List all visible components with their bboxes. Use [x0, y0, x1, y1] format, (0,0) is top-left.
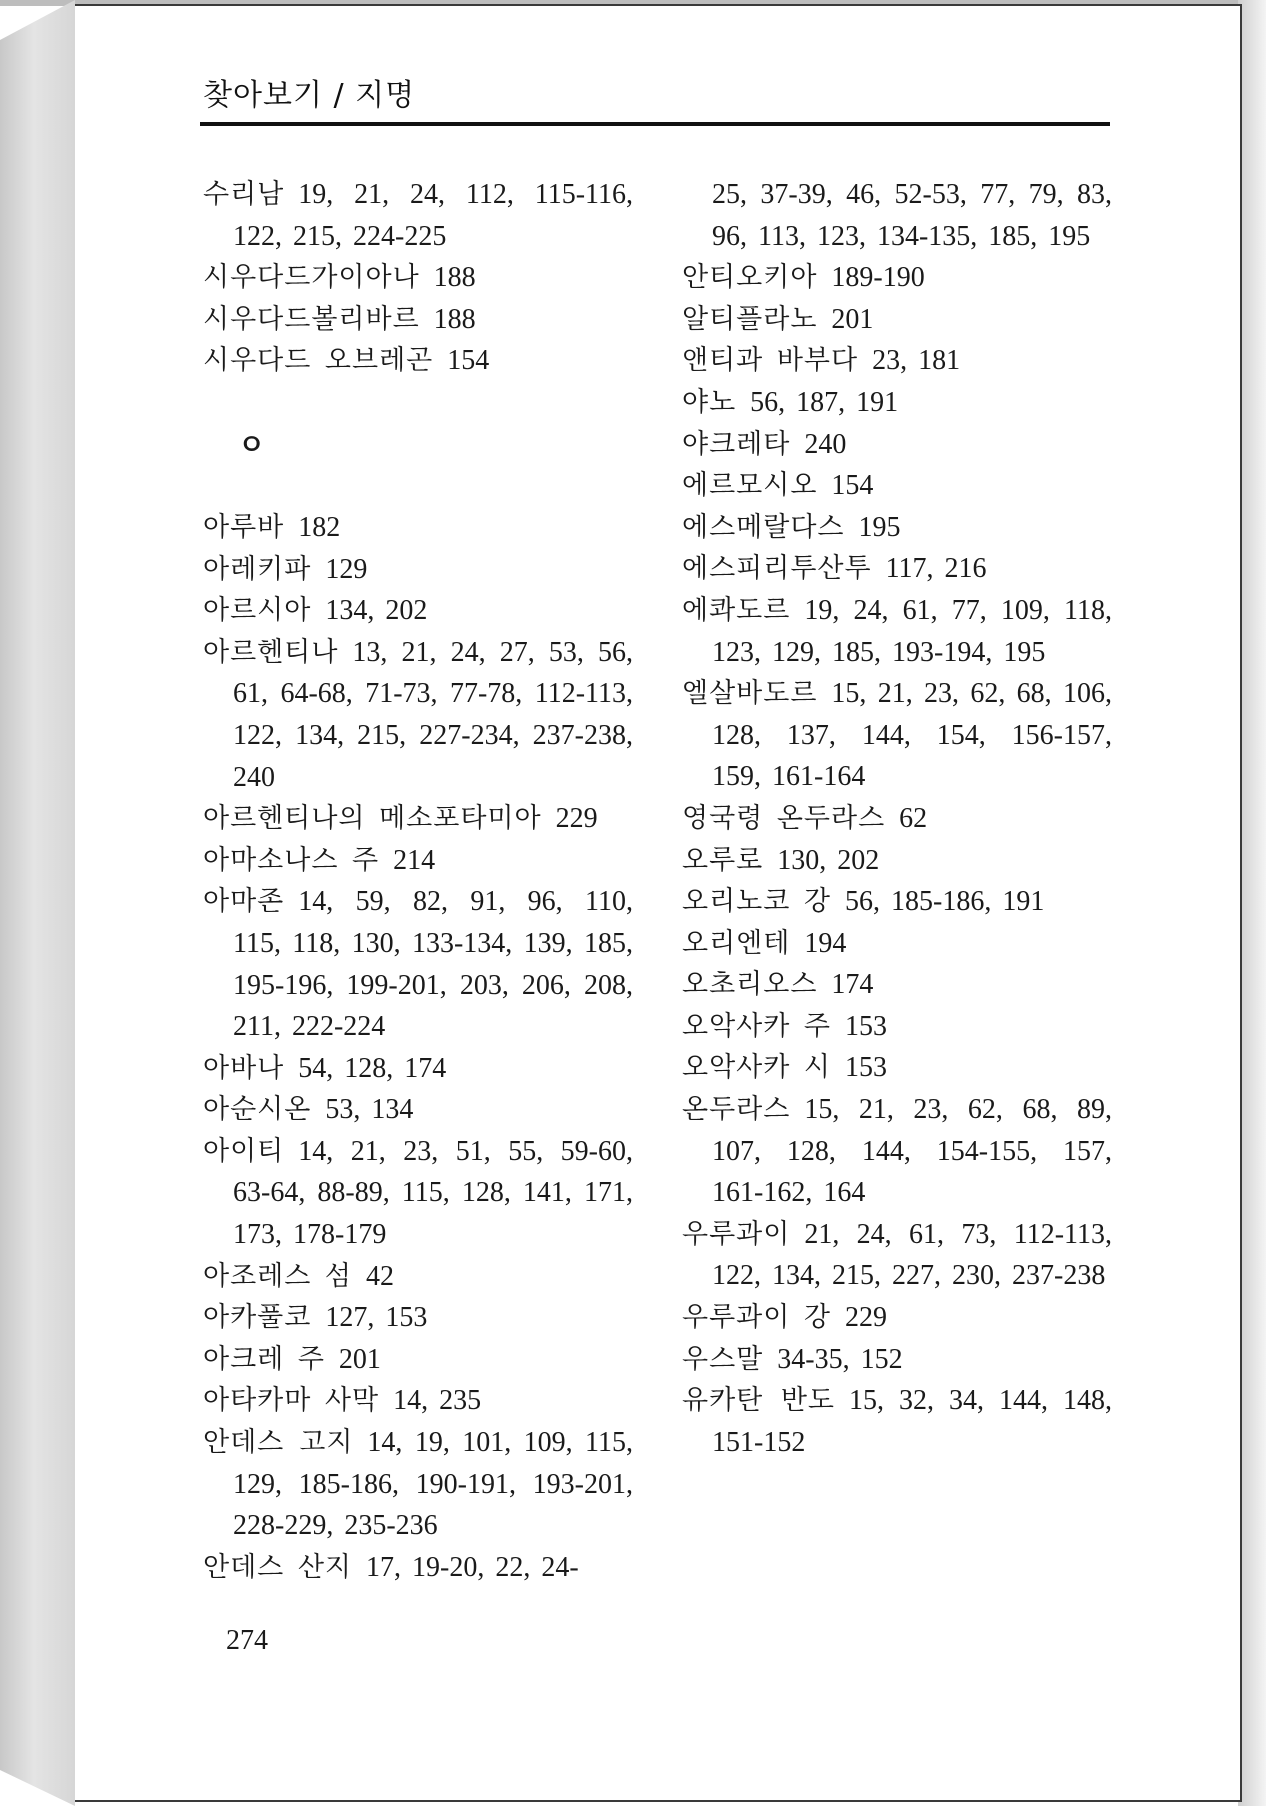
index-entry	[682, 590, 1112, 673]
index-entry	[682, 1214, 1112, 1297]
index-entry-pages: 130, 202	[777, 844, 880, 876]
index-entry-term: 아마존	[203, 886, 285, 918]
index-entry	[682, 299, 1112, 341]
index-entry-term: 오루로	[682, 844, 764, 876]
index-entry-term: 아이티	[203, 1135, 285, 1167]
index-entry	[682, 548, 1112, 590]
index-entry	[203, 1048, 633, 1090]
index-entry	[203, 340, 633, 382]
index-entry	[203, 257, 633, 299]
index-entry-term: 온두라스	[682, 1094, 791, 1126]
page-right-shadow	[1238, 0, 1266, 1806]
index-entry	[682, 1380, 1112, 1463]
index-entry	[203, 174, 633, 257]
index-entry-term: 오악사카 시	[682, 1052, 831, 1084]
index-entry-term: 엘살바도르	[682, 678, 818, 710]
index-entry-pages: 127, 153	[325, 1302, 428, 1334]
index-column-left	[203, 174, 633, 1588]
index-entry-term: 에스메랄다스	[682, 511, 845, 543]
running-header: 찾아보기 / 지명	[203, 78, 416, 113]
index-entry-pages: 214	[393, 844, 436, 876]
index-entry	[682, 673, 1112, 798]
index-entry-pages: 201	[338, 1343, 381, 1375]
index-entry-term: 에르모시오	[682, 470, 818, 502]
index-entry-term: 우스말	[682, 1343, 764, 1375]
index-entry-term: 우루과이 강	[682, 1302, 831, 1334]
index-entry-pages: 229	[845, 1302, 887, 1334]
index-entry-term: 에콰도르	[682, 594, 791, 626]
index-entry-pages: 188	[433, 262, 476, 294]
index-entry-pages: 21, 24, 61, 73, 112-113, 122, 134, 215, 227, 230, 237-238	[712, 1218, 1112, 1292]
index-entry	[682, 507, 1112, 549]
index-entry-term: 아크레 주	[203, 1343, 325, 1375]
index-entry	[682, 923, 1112, 965]
index-entry	[203, 1380, 633, 1422]
index-entry-term: 오리노코 강	[682, 886, 831, 918]
index-entry-pages: 174	[831, 969, 874, 1001]
index-entry-term: 안티오키아	[682, 262, 818, 294]
index-entry-pages: 14, 21, 23, 51, 55, 59-60, 63-64, 88-89, 115, 128, 141, 171, 173, 178-179	[233, 1135, 633, 1251]
index-entry	[682, 1006, 1112, 1048]
index-entry-pages: 53, 134	[325, 1094, 414, 1126]
index-entry-term: 오리엔테	[682, 927, 791, 959]
index-entry-pages: 229	[555, 803, 598, 835]
index-entry-pages: 188	[433, 303, 476, 335]
index-entry-pages: 34-35, 152	[777, 1343, 903, 1375]
index-entry-term: 아카풀코	[203, 1302, 312, 1334]
index-entry-term: 아마소나스 주	[203, 844, 380, 876]
index-entry-term: 아바나	[203, 1052, 285, 1084]
index-entry-term: 유카탄 반도	[682, 1385, 835, 1417]
index-entry-term: 에스피리투산투	[682, 553, 872, 585]
index-entry	[203, 798, 633, 840]
index-entry	[682, 465, 1112, 507]
index-entry-term: 아루바	[203, 511, 285, 543]
index-entry-pages: 240	[804, 428, 847, 460]
index-entry	[682, 257, 1112, 299]
header-rule	[200, 122, 1110, 126]
index-entry-term: 안데스 산지	[203, 1551, 352, 1583]
index-entry-term: 아르시아	[203, 595, 312, 627]
index-entry	[203, 1422, 633, 1547]
index-entry	[203, 1131, 633, 1256]
index-entry-pages: 23, 181	[872, 345, 961, 377]
index-entry-term: 아조레스 섬	[203, 1260, 352, 1292]
index-entry	[203, 507, 633, 549]
index-entry-term: 시우다드볼리바르	[203, 303, 420, 335]
index-entry-term: 시우다드가이아나	[203, 262, 420, 294]
index-entry-pages: 153	[845, 1010, 887, 1042]
index-entry-pages: 19, 21, 24, 112, 115-116, 122, 215, 224-225	[233, 179, 633, 252]
index-entry-pages: 13, 21, 24, 27, 53, 56, 61, 64-68, 71-73, 77-78, 112-113, 122, 134, 215, 227-234, 237-238, 240	[233, 636, 633, 793]
index-entry-term: 아타카마 사막	[203, 1385, 380, 1417]
index-entry	[682, 798, 1112, 840]
index-entry-pages: 15, 32, 34, 144, 148, 151-152	[712, 1385, 1112, 1458]
index-entry-pages: 25, 37-39, 46, 52-53, 77, 79, 83, 96, 113, 123, 134-135, 185, 195	[712, 179, 1112, 252]
index-entry-pages: 56, 187, 191	[750, 386, 899, 418]
index-entry-pages: 117, 216	[885, 553, 987, 585]
index-entry-term: 안데스 고지	[203, 1427, 354, 1459]
index-entry-pages: 15, 21, 23, 62, 68, 89, 107, 128, 144, 154-155, 157, 161-162, 164	[712, 1094, 1112, 1209]
index-entry-term: 아르헨티나	[203, 636, 339, 668]
index-entry-term: 아레키파	[203, 553, 312, 585]
index-entry	[203, 840, 633, 882]
index-entry-term: 수리남	[203, 179, 285, 210]
index-entry	[203, 1256, 633, 1298]
index-entry	[203, 632, 633, 798]
page-number: 274	[226, 1625, 268, 1656]
index-entry	[682, 424, 1112, 466]
section-heading: ㅇ	[238, 427, 266, 461]
index-column-right	[682, 174, 1112, 1463]
index-entry-pages: 19, 24, 61, 77, 109, 118, 123, 129, 185, 193-194, 195	[712, 594, 1112, 668]
index-entry	[682, 840, 1112, 882]
index-entry-pages: 154	[447, 345, 490, 377]
index-entry-pages: 189-190	[831, 262, 925, 294]
index-entry-term: 오악사카 주	[682, 1010, 831, 1042]
index-entry-term: 영국령 온두라스	[682, 802, 886, 834]
index-entry-pages: 195	[858, 511, 901, 543]
index-entry	[203, 590, 633, 632]
index-entry-pages: 42	[366, 1260, 394, 1292]
index-entry	[682, 1089, 1112, 1214]
index-entry	[682, 1047, 1112, 1089]
index-entry-term: 우루과이	[682, 1218, 791, 1250]
index-entry-pages: 154	[831, 470, 874, 502]
index-entry-term: 아르헨티나의 메소포타미아	[203, 803, 542, 835]
index-entry	[203, 1547, 633, 1589]
index-entry-term: 알티플라노	[682, 303, 818, 335]
index-entry-term: 야크레타	[682, 428, 791, 460]
index-entry-pages: 182	[298, 511, 341, 543]
index-entry-pages: 194	[804, 927, 847, 959]
book-spine-edge	[0, 0, 75, 1806]
index-entry	[682, 340, 1112, 382]
index-entry	[682, 174, 1112, 257]
index-entry	[203, 881, 633, 1047]
index-entry-pages: 17, 19-20, 22, 24-	[366, 1551, 579, 1583]
index-entry	[203, 299, 633, 341]
index-entry-pages: 129	[325, 553, 368, 585]
index-entry-pages: 15, 21, 23, 62, 68, 106, 128, 137, 144, 154, 156-157, 159, 161-164	[712, 678, 1112, 793]
index-entry-pages: 14, 19, 101, 109, 115, 129, 185-186, 190-191, 193-201, 228-229, 235-236	[233, 1427, 633, 1542]
index-entry	[203, 1339, 633, 1381]
index-entry	[682, 1297, 1112, 1339]
index-entry-term: 오초리오스	[682, 969, 818, 1001]
index-entry	[682, 1339, 1112, 1381]
index-entry	[203, 1297, 633, 1339]
index-entry-pages: 134, 202	[325, 595, 428, 627]
index-entry	[682, 964, 1112, 1006]
index-entry	[682, 382, 1112, 424]
index-entry-pages: 14, 59, 82, 91, 96, 110, 115, 118, 130, 133-134, 139, 185, 195-196, 199-201, 203, 206, 208, 211, 222-224	[233, 886, 633, 1043]
index-entry-term: 야노	[682, 386, 737, 418]
index-entry	[203, 1089, 633, 1131]
index-entry	[203, 549, 633, 591]
index-entry	[682, 881, 1112, 923]
index-entry-pages: 14, 235	[393, 1385, 482, 1417]
index-entry-pages: 56, 185-186, 191	[845, 886, 1045, 918]
index-entry-pages: 62	[899, 802, 928, 834]
index-entry-term: 앤티과 바부다	[682, 345, 859, 377]
index-entry-pages: 153	[845, 1052, 887, 1084]
index-entry-pages: 201	[831, 303, 874, 335]
index-entry-term: 아순시온	[203, 1094, 312, 1126]
index-entry-pages: 54, 128, 174	[298, 1052, 447, 1084]
index-entry-term: 시우다드 오브레곤	[203, 345, 434, 377]
